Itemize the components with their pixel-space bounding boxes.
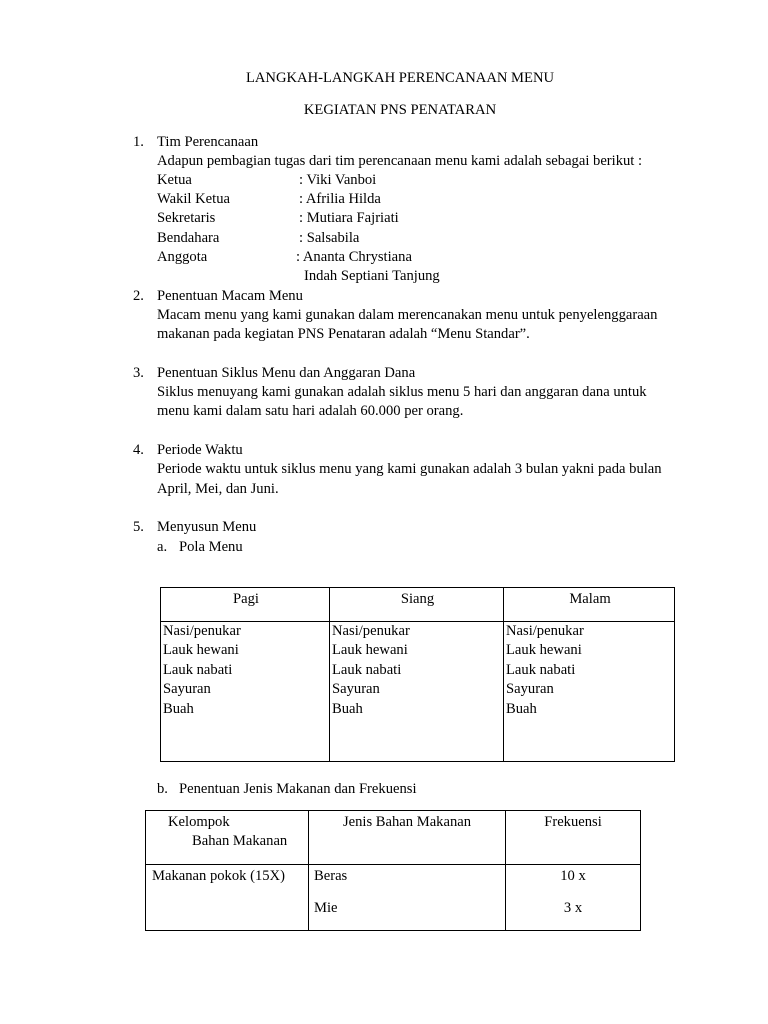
section-3-line-2: menu kami dalam satu hari adalah 60.000 per orang. [157,403,464,419]
document-subtitle: KEGIATAN PNS PENATARAN [303,102,497,118]
section-3-line-1: Siklus menuyang kami gunakan adalah siklus menu 5 hari dan anggaran dana untuk [157,384,647,400]
menu-item: Nasi/penukar [506,623,584,639]
section-3-number: 3. [133,365,144,381]
jenis-makanan-header-jenis: Jenis Bahan Makanan [309,811,506,865]
section-4-line-1: Periode waktu untuk siklus menu yang kami gunakan adalah 3 bulan yakni pada bulan [157,461,662,477]
section-4-heading: Periode Waktu [157,442,243,458]
team-name-anggota: : Ananta Chrystiana [296,249,412,265]
team-role-ketua: Ketua [157,172,192,188]
menu-item: Lauk hewani [332,642,408,659]
menu-item: Buah [332,700,363,717]
pola-menu-header-malam: Malam [504,588,675,622]
team-name-anggota-2: Indah Septiani Tanjung [304,268,440,284]
section-2-number: 2. [133,288,144,304]
menu-item: Nasi/penukar [332,623,410,639]
section-1-intro: Adapun pembagian tugas dari tim perencanaan menu kami adalah sebagai berikut : [157,153,643,169]
section-5-heading: Menyusun Menu [157,519,257,535]
team-role-bendahara: Bendahara [157,230,220,246]
section-3-heading: Penentuan Siklus Menu dan Anggaran Dana [157,365,416,381]
section-1-heading: Tim Perencanaan [157,134,259,150]
menu-item: Sayuran [163,681,211,698]
jenis-item: Mie [314,900,338,916]
document-title: LANGKAH-LANGKAH PERENCANAAN MENU [245,70,555,86]
jenis-makanan-header-kelompok [146,811,309,865]
jenis-makanan-cell-jenis [309,865,506,931]
team-name-wakil-ketua: : Afrilia Hilda [299,191,381,207]
menu-item: Buah [506,700,537,717]
menu-item: Lauk hewani [506,642,582,659]
pola-menu-cell-pagi [161,622,330,762]
section-4-number: 4. [133,442,144,458]
menu-item: Sayuran [506,681,554,698]
team-name-ketua: : Viki Vanboi [299,172,377,188]
jenis-makanan-header-frekuensi: Frekuensi [506,811,641,865]
menu-item: Buah [163,700,194,717]
section-5-number: 5. [133,519,144,535]
pola-menu-header-pagi: Pagi [161,588,330,622]
menu-item: Nasi/penukar [163,623,241,639]
menu-item: Lauk hewani [163,642,239,659]
jenis-makanan-cell-group: Makanan pokok (15X) [146,865,309,931]
team-name-bendahara: : Salsabila [299,230,360,246]
frekuensi-item: 3 x [563,900,583,916]
header-kelompok-line-2: Bahan Makanan [192,833,288,849]
section-2-line-2: makanan pada kegiatan PNS Penataran adalah “Menu Standar”. [157,326,530,342]
team-name-sekretaris: : Mutiara Fajriati [299,210,399,226]
menu-item: Sayuran [332,681,380,698]
section-4-line-2: April, Mei, dan Juni. [157,481,279,497]
pola-menu-table [160,587,675,762]
team-role-anggota: Anggota [157,249,208,265]
menu-item: Lauk nabati [506,661,576,678]
menu-item: Lauk nabati [163,661,233,678]
subsection-b-label: b. [157,781,168,797]
subsection-b-heading: Penentuan Jenis Makanan dan Frekuensi [179,781,417,797]
subsection-a-label: a. [157,539,168,555]
section-2-line-1: Macam menu yang kami gunakan dalam merencanakan menu untuk penyelenggaraan [157,307,658,323]
section-2-heading: Penentuan Macam Menu [157,288,303,304]
section-1-number: 1. [133,134,144,150]
header-kelompok-line-1: Kelompok [168,814,230,830]
jenis-item: Beras [314,868,348,884]
pola-menu-cell-malam [504,622,675,762]
jenis-makanan-table [145,810,641,931]
pola-menu-header-siang: Siang [330,588,504,622]
subsection-a-heading: Pola Menu [179,539,243,555]
menu-item: Lauk nabati [332,661,402,678]
pola-menu-cell-siang [330,622,504,762]
team-role-sekretaris: Sekretaris [157,210,216,226]
frekuensi-item: 10 x [560,868,586,884]
jenis-makanan-cell-frekuensi [506,865,641,931]
team-role-wakil-ketua: Wakil Ketua [157,191,230,207]
